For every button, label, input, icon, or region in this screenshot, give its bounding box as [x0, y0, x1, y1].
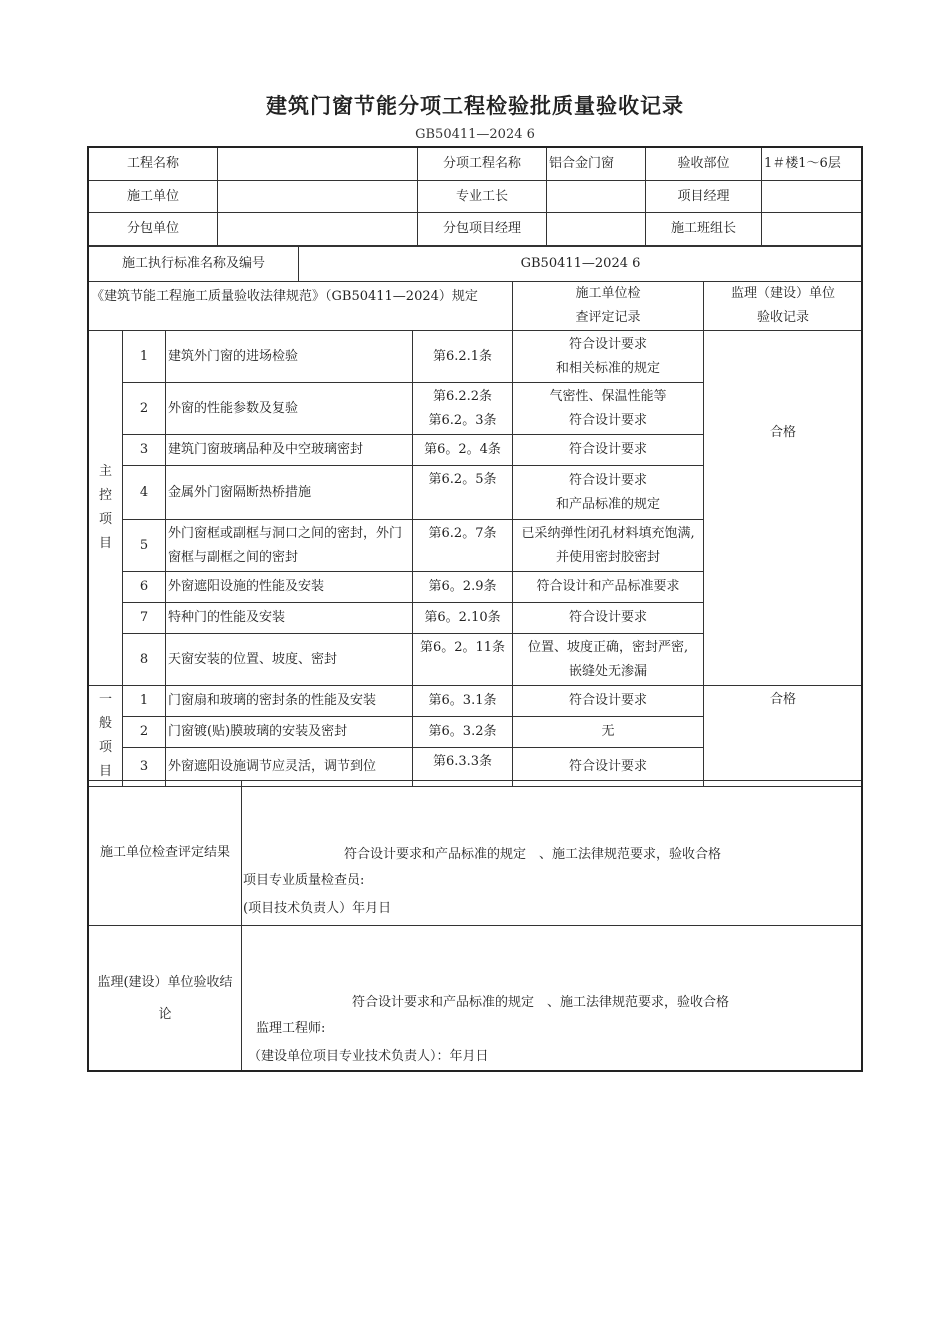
main-item-no: 7 — [123, 603, 166, 634]
record-line: 符合设计要求 — [569, 472, 648, 488]
record-line: 和相关标准的规定 — [556, 360, 661, 376]
main-item-clause: 第6.2。7条 — [413, 520, 513, 572]
general-category-char: 般 — [98, 716, 112, 731]
construction-conclusion: 符合设计要求和产品标准的规定 、施工法律规范要求，验收合格 — [344, 847, 722, 862]
main-item-record — [513, 520, 704, 572]
general-items-category — [89, 686, 123, 787]
construction-unit-label: 施工单位 — [89, 181, 218, 213]
main-item-clause: 第6。2。11条 — [413, 634, 513, 686]
supervision-result-cell — [242, 926, 863, 1072]
record-line: 嵌缝处无渗漏 — [569, 663, 648, 679]
unit-check-header — [513, 282, 704, 331]
supervision-header-line1: 监理（建设）单位 — [731, 286, 836, 301]
general-item-name: 门窗镀(贴)膜玻璃的安装及密封 — [166, 717, 413, 748]
acceptance-part-label: 验收部位 — [646, 148, 762, 181]
main-item-name: 金属外门窗隔断热桥措施 — [166, 466, 413, 520]
main-items-result: 合格 — [704, 331, 863, 686]
subproject-label: 分项工程名称 — [418, 148, 547, 181]
general-item-name: 外窗遮阳设施调节应灵活，调节到位 — [166, 748, 413, 787]
main-item-no: 2 — [123, 383, 166, 435]
general-item-clause: 第6.3.3条 — [413, 748, 513, 787]
spec-header-label: 《建筑节能工程施工质量验收法律规范》（GB50411—2024）规定 — [89, 282, 513, 331]
standard-code: GB50411—2024 6 — [415, 127, 535, 142]
record-line: 符合设计要求 — [569, 336, 648, 352]
construction-signoff: (项目技术负责人）年月日 — [243, 901, 392, 916]
supervision-signoff: （建设单位项目专业技术负责人）：年月日 — [248, 1049, 489, 1064]
main-item-no: 1 — [123, 331, 166, 383]
construction-inspector: 项目专业质量检查员: — [243, 873, 365, 888]
main-category-char: 控 — [98, 488, 112, 503]
main-item-name: 特种门的性能及安装 — [166, 603, 413, 634]
main-item-record — [513, 383, 704, 435]
main-item-clause — [413, 383, 513, 435]
main-item-no: 6 — [123, 572, 166, 603]
record-line: 符合设计要求 — [569, 412, 648, 428]
main-item-record: 符合设计要求 — [513, 435, 704, 466]
main-item-name: 天窗安装的位置、坡度、密封 — [166, 634, 413, 686]
project-manager-value[interactable] — [762, 181, 863, 213]
main-item-clause: 第6。2。4条 — [413, 435, 513, 466]
project-name-value[interactable] — [218, 148, 418, 181]
general-item-no: 1 — [123, 686, 166, 717]
main-category-char: 项 — [98, 512, 112, 527]
acceptance-part-value[interactable]: 1＃楼1～6层 — [762, 148, 863, 181]
clause-line: 第6.2.2条 — [432, 388, 493, 404]
header-table — [88, 147, 863, 246]
items-table — [88, 281, 863, 787]
general-item-no: 3 — [123, 748, 166, 787]
supervision-result-label — [89, 926, 242, 1072]
main-item-name: 外窗遮阳设施的性能及安装 — [166, 572, 413, 603]
construction-unit-value[interactable] — [218, 181, 418, 213]
main-item-no: 5 — [123, 520, 166, 572]
subcontract-unit-value[interactable] — [218, 213, 418, 246]
main-items-category — [89, 331, 123, 686]
team-leader-label: 施工班组长 — [646, 213, 762, 246]
main-item-record — [513, 634, 704, 686]
unit-check-header-line1: 施工单位检 — [575, 286, 641, 301]
record-line: 和产品标准的规定 — [556, 496, 661, 512]
results-table — [88, 780, 863, 1072]
general-item-clause: 第6。3.1条 — [413, 686, 513, 717]
sub-pm-label: 分包项目经理 — [418, 213, 547, 246]
main-item-name: 外门窗框或副框与洞口之间的密封，外门窗框与副框之间的密封 — [166, 520, 413, 572]
record-line: 位置、坡度正确，密封严密, — [527, 639, 689, 655]
record-line: 并使用密封胶密封 — [556, 549, 661, 565]
main-item-no: 8 — [123, 634, 166, 686]
general-item-record: 符合设计要求 — [513, 686, 704, 717]
main-item-record — [513, 466, 704, 520]
main-item-record: 符合设计和产品标准要求 — [513, 572, 704, 603]
supervision-header — [704, 282, 863, 331]
general-item-name: 门窗扇和玻璃的密封条的性能及安装 — [166, 686, 413, 717]
main-item-name: 建筑门窗玻璃品种及中空玻璃密封 — [166, 435, 413, 466]
main-item-clause: 第6。2.9条 — [413, 572, 513, 603]
general-category-char: 一 — [98, 692, 112, 707]
sub-pm-value[interactable] — [547, 213, 646, 246]
main-item-record — [513, 331, 704, 383]
project-name-label: 工程名称 — [89, 148, 218, 181]
general-category-char: 目 — [98, 764, 112, 779]
supervision-conclusion: 符合设计要求和产品标准的规定 、施工法律规范要求，验收合格 — [352, 995, 730, 1010]
main-item-clause: 第6.2。5条 — [413, 466, 513, 520]
subcontract-unit-label: 分包单位 — [89, 213, 218, 246]
standard-label: 施工执行标准名称及编号 — [89, 247, 299, 282]
page-title: 建筑门窗节能分项工程检验批质量验收记录 — [266, 94, 684, 118]
supervision-engineer: 监理工程师: — [256, 1021, 326, 1036]
foreman-label: 专业工长 — [418, 181, 547, 213]
supervision-label-line1: 监理(建设）单位验收结 — [97, 974, 233, 990]
general-item-no: 2 — [123, 717, 166, 748]
main-category-char: 目 — [98, 536, 112, 551]
main-item-name: 建筑外门窗的进场检验 — [166, 331, 413, 383]
general-item-record: 无 — [513, 717, 704, 748]
main-item-clause: 第6.2.1条 — [413, 331, 513, 383]
main-item-no: 4 — [123, 466, 166, 520]
project-manager-label: 项目经理 — [646, 181, 762, 213]
team-leader-value[interactable] — [762, 213, 863, 246]
general-item-clause: 第6。3.2条 — [413, 717, 513, 748]
main-item-name: 外窗的性能参数及复验 — [166, 383, 413, 435]
supervision-label-line2: 论 — [158, 1006, 172, 1022]
construction-result-label: 施工单位检查评定结果 — [89, 781, 242, 926]
main-item-record: 符合设计要求 — [513, 603, 704, 634]
unit-check-header-line2: 查评定记录 — [575, 310, 641, 325]
general-item-record: 符合设计要求 — [513, 748, 704, 787]
construction-result-cell — [242, 781, 863, 926]
record-line: 气密性、保温性能等 — [549, 388, 667, 404]
record-line: 已采纳弹性闭孔材料填充饱满, — [521, 525, 695, 541]
standard-value: GB50411—2024 6 — [299, 247, 863, 282]
subproject-value[interactable]: 铝合金门窗 — [547, 148, 646, 181]
clause-line: 第6.2。3条 — [428, 412, 497, 428]
standard-table — [88, 246, 863, 282]
foreman-value[interactable] — [547, 181, 646, 213]
general-category-char: 项 — [98, 740, 112, 755]
main-item-clause: 第6。2.10条 — [413, 603, 513, 634]
general-items-result: 合格 — [704, 686, 863, 787]
main-item-no: 3 — [123, 435, 166, 466]
main-category-char: 主 — [98, 464, 112, 479]
supervision-header-line2: 验收记录 — [757, 310, 810, 325]
